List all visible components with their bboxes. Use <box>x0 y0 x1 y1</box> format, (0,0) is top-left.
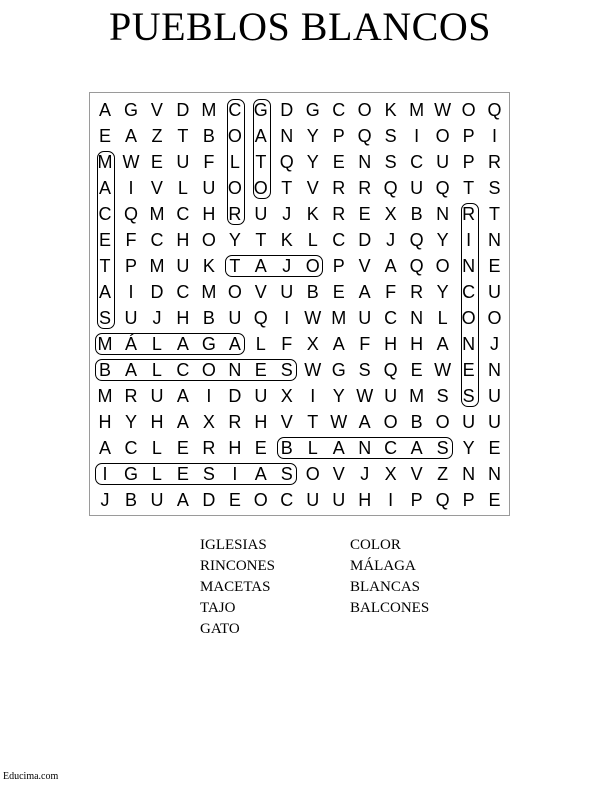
grid-letter: I <box>492 125 498 146</box>
grid-letter: I <box>206 385 212 406</box>
grid-letter: A <box>176 385 189 406</box>
grid-letter: O <box>201 229 216 250</box>
grid-letter: I <box>388 489 394 510</box>
grid-letter: T <box>255 229 267 250</box>
grid-letter: U <box>436 151 450 172</box>
grid-letter: I <box>414 125 420 146</box>
grid-letter: U <box>488 385 502 406</box>
grid-letter: A <box>384 255 397 276</box>
word-item: MÁLAGA <box>350 558 416 574</box>
grid-letter: R <box>410 281 424 302</box>
word-item: RINCONES <box>200 558 276 574</box>
grid-letter: F <box>359 333 371 354</box>
grid-letter: U <box>280 281 294 302</box>
grid-letter: B <box>410 411 423 432</box>
grid-letter: A <box>254 255 267 276</box>
grid-letter: Y <box>436 281 449 302</box>
grid-letter: C <box>228 100 242 120</box>
grid-letter: A <box>332 333 345 354</box>
grid-letter: R <box>358 177 372 198</box>
grid-letter: U <box>176 151 190 172</box>
grid-letter: U <box>488 281 502 302</box>
grid-letter: K <box>384 100 397 120</box>
grid-letter: K <box>202 255 215 276</box>
grid-letter: J <box>490 333 500 354</box>
grid-letter: C <box>280 489 294 510</box>
grid-letter: V <box>332 463 345 484</box>
grid-letter: C <box>176 359 190 380</box>
grid-letter: J <box>282 203 292 224</box>
grid-letter: N <box>228 359 242 380</box>
grid-letter: C <box>176 281 190 302</box>
grid-letter: C <box>98 203 112 224</box>
grid-letter: U <box>254 203 268 224</box>
grid-letter: E <box>150 151 163 172</box>
grid-letter: C <box>410 151 424 172</box>
grid-letter: O <box>253 489 268 510</box>
grid-letter: O <box>487 307 502 328</box>
grid-letter: U <box>124 307 138 328</box>
grid-letter: Q <box>383 177 398 198</box>
grid-letter: R <box>124 385 138 406</box>
grid-letter: P <box>462 151 475 172</box>
grid-letter: Á <box>124 333 137 354</box>
grid-letter: W <box>304 359 322 380</box>
grid-letter: D <box>358 229 372 250</box>
grid-letter: T <box>489 203 501 224</box>
grid-letter: Y <box>462 437 475 458</box>
grid-letter: N <box>488 359 502 380</box>
grid-letter: G <box>305 100 320 120</box>
grid-letter: M <box>149 255 165 276</box>
grid-letter: A <box>358 411 371 432</box>
grid-letter: O <box>305 463 320 484</box>
grid-letter: I <box>102 463 108 484</box>
grid-letter: E <box>462 359 475 380</box>
grid-letter: L <box>151 463 162 484</box>
grid-letter: A <box>98 437 111 458</box>
grid-letter: B <box>410 203 423 224</box>
grid-letter: O <box>461 307 476 328</box>
grid-letter: Z <box>437 463 449 484</box>
grid-letter: W <box>330 411 348 432</box>
word-item: MACETAS <box>200 579 271 595</box>
grid-letter: R <box>202 437 216 458</box>
grid-letter: A <box>124 359 137 380</box>
grid-letter: M <box>97 333 113 354</box>
grid-letter: U <box>150 385 164 406</box>
grid-letter: S <box>462 385 475 406</box>
grid-letter: U <box>384 385 398 406</box>
grid-letter: P <box>462 125 475 146</box>
grid-letter: H <box>384 333 398 354</box>
grid-letter: E <box>332 281 345 302</box>
grid-letter: N <box>358 437 372 458</box>
grid-letter: P <box>410 489 423 510</box>
grid-letter: O <box>227 177 242 198</box>
grid-letter: L <box>151 333 162 354</box>
grid-letter: V <box>306 177 319 198</box>
grid-letter: O <box>383 411 398 432</box>
grid-letter: E <box>98 229 111 250</box>
grid-letter: A <box>176 489 189 510</box>
grid-letter: R <box>228 203 242 224</box>
grid-letter: W <box>356 385 374 406</box>
grid-letter: O <box>227 125 242 146</box>
grid-letter: T <box>255 151 267 172</box>
grid-letter: E <box>410 359 423 380</box>
grid-letter: J <box>282 255 292 276</box>
word-item: TAJO <box>200 600 236 616</box>
grid-letter: C <box>150 229 164 250</box>
grid-letter: H <box>202 203 216 224</box>
grid-letter: E <box>254 437 267 458</box>
grid-letter: I <box>232 463 238 484</box>
grid-letter: K <box>306 203 319 224</box>
grid-letter: F <box>203 151 215 172</box>
grid-letter: M <box>149 203 165 224</box>
grid-letter: K <box>280 229 293 250</box>
grid-letter: J <box>360 463 370 484</box>
grid-letter: S <box>488 177 501 198</box>
grid-letter: E <box>176 463 189 484</box>
grid-letter: B <box>124 489 137 510</box>
grid-letter: V <box>280 411 293 432</box>
grid-letter: U <box>332 489 346 510</box>
grid-letter: S <box>384 125 397 146</box>
grid-letter: R <box>332 177 346 198</box>
grid-letter: M <box>409 100 425 120</box>
grid-letter: M <box>97 385 113 406</box>
grid-letter: O <box>435 255 450 276</box>
grid-letter: M <box>97 151 113 172</box>
grid-letter: C <box>124 437 138 458</box>
grid-letter: P <box>332 255 345 276</box>
grid-letter: L <box>151 437 162 458</box>
grid-letter: P <box>462 489 475 510</box>
grid-letter: H <box>176 307 190 328</box>
grid-letter: E <box>488 489 501 510</box>
grid-letter: E <box>332 151 345 172</box>
grid-letter: Q <box>253 307 268 328</box>
grid-letter: U <box>228 307 242 328</box>
grid-letter: S <box>384 151 397 172</box>
grid-letter: A <box>176 333 189 354</box>
grid-letter: H <box>150 411 164 432</box>
grid-letter: M <box>409 385 425 406</box>
grid-letter: V <box>358 255 371 276</box>
grid-letter: T <box>281 177 293 198</box>
grid-letter: U <box>358 307 372 328</box>
grid-letter: S <box>202 463 215 484</box>
grid-letter: E <box>98 125 111 146</box>
grid-letter: Q <box>123 203 138 224</box>
grid-letter: W <box>304 307 322 328</box>
grid-letter: E <box>488 255 501 276</box>
word-item: IGLESIAS <box>200 537 267 553</box>
grid-letter: W <box>434 359 452 380</box>
grid-letter: T <box>177 125 189 146</box>
grid-letter: Y <box>306 125 319 146</box>
grid-letter: U <box>306 489 320 510</box>
word-item: BLANCAS <box>350 579 421 595</box>
grid-letter: U <box>488 411 502 432</box>
grid-letter: R <box>462 203 476 224</box>
grid-letter: H <box>358 489 372 510</box>
grid-letter: Y <box>332 385 345 406</box>
grid-letter: F <box>125 229 137 250</box>
grid-letter: E <box>176 437 189 458</box>
grid-letter: L <box>229 151 240 172</box>
grid-letter: L <box>177 177 188 198</box>
grid-letter: D <box>150 281 164 302</box>
grid-letter: X <box>306 333 319 354</box>
grid-letter: H <box>254 411 268 432</box>
grid-letter: A <box>124 125 137 146</box>
grid-letter: M <box>201 281 217 302</box>
grid-letter: Q <box>409 229 424 250</box>
grid-letter: S <box>358 359 371 380</box>
grid-letter: V <box>410 463 423 484</box>
grid-letter: B <box>202 125 215 146</box>
grid-letter: X <box>280 385 293 406</box>
grid-letter: I <box>466 229 472 250</box>
grid-letter: U <box>410 177 424 198</box>
grid-letter: V <box>150 177 163 198</box>
grid-letter: X <box>202 411 215 432</box>
grid-letter: Y <box>436 229 449 250</box>
grid-letter: E <box>228 489 241 510</box>
grid-letter: R <box>488 151 502 172</box>
grid-letter: J <box>386 229 396 250</box>
grid-letter: O <box>461 100 476 120</box>
grid-letter: A <box>176 411 189 432</box>
grid-letter: E <box>358 203 371 224</box>
grid-letter: Q <box>383 359 398 380</box>
grid-letter: A <box>98 177 111 198</box>
grid-letter: N <box>488 229 502 250</box>
page-title: PUEBLOS BLANCOS <box>108 4 491 49</box>
grid-letter: M <box>201 100 217 120</box>
grid-letter: L <box>255 333 266 354</box>
grid-letter: S <box>98 307 111 328</box>
grid-letter: N <box>280 125 294 146</box>
grid-letter: V <box>254 281 267 302</box>
grid-letter: I <box>284 307 290 328</box>
grid-letter: L <box>437 307 448 328</box>
grid-letter: C <box>462 281 476 302</box>
grid-letter: S <box>280 463 293 484</box>
grid-letter: S <box>436 437 449 458</box>
grid-letter: I <box>128 281 134 302</box>
grid-letter: Q <box>487 100 502 120</box>
grid-letter: L <box>307 229 318 250</box>
grid-letter: R <box>228 411 242 432</box>
grid-letter: N <box>410 307 424 328</box>
grid-letter: H <box>228 437 242 458</box>
grid-letter: T <box>307 411 319 432</box>
grid-letter: W <box>122 151 140 172</box>
grid-letter: U <box>254 385 268 406</box>
grid-letter: A <box>98 281 111 302</box>
grid-letter: G <box>331 359 346 380</box>
grid-letter: V <box>150 100 163 120</box>
grid-letter: Q <box>357 125 372 146</box>
grid-letter: O <box>305 255 320 276</box>
word-item: GATO <box>200 621 240 637</box>
grid-letter: X <box>384 463 397 484</box>
grid-letter: C <box>176 203 190 224</box>
grid-letter: C <box>332 229 346 250</box>
grid-letter: Q <box>435 489 450 510</box>
grid-letter: T <box>463 177 475 198</box>
grid-letter: B <box>98 359 111 380</box>
grid-letter: B <box>280 437 293 458</box>
grid-letter: U <box>150 489 164 510</box>
grid-letter: Q <box>435 177 450 198</box>
grid-letter: A <box>254 125 267 146</box>
grid-letter: Z <box>151 125 163 146</box>
grid-letter: Q <box>279 151 294 172</box>
grid-letter: B <box>306 281 319 302</box>
grid-letter: A <box>410 437 423 458</box>
grid-letter: D <box>280 100 294 120</box>
grid-letter: H <box>98 411 112 432</box>
grid-letter: C <box>384 437 398 458</box>
grid-letter: N <box>462 333 476 354</box>
grid-letter: B <box>202 307 215 328</box>
grid-letter: H <box>176 229 190 250</box>
grid-letter: N <box>462 463 476 484</box>
grid-letter: S <box>436 385 449 406</box>
grid-letter: D <box>228 385 242 406</box>
grid-letter: A <box>98 100 111 120</box>
grid-letter: D <box>202 489 216 510</box>
grid-letter: N <box>488 463 502 484</box>
grid-letter: P <box>332 125 345 146</box>
grid-letter: F <box>281 333 293 354</box>
grid-letter: S <box>280 359 293 380</box>
grid-letter: A <box>436 333 449 354</box>
grid-letter: Y <box>124 411 137 432</box>
grid-letter: G <box>201 333 216 354</box>
grid-letter: J <box>100 489 110 510</box>
grid-letter: L <box>151 359 162 380</box>
grid-letter: J <box>152 307 162 328</box>
grid-letter: Q <box>409 255 424 276</box>
footer-credit: Educima.com <box>3 771 59 782</box>
grid-letter: U <box>202 177 216 198</box>
grid-letter: C <box>332 100 346 120</box>
grid-letter: T <box>229 255 241 276</box>
grid-letter: A <box>358 281 371 302</box>
grid-letter: O <box>435 411 450 432</box>
grid-letter: I <box>310 385 316 406</box>
grid-letter: T <box>99 255 111 276</box>
grid-letter: A <box>332 437 345 458</box>
grid-letter: W <box>434 100 452 120</box>
grid-letter: O <box>227 281 242 302</box>
grid-letter: U <box>176 255 190 276</box>
grid-letter: U <box>462 411 476 432</box>
grid-letter: N <box>436 203 450 224</box>
grid-letter: I <box>128 177 134 198</box>
grid-letter: H <box>410 333 424 354</box>
grid-letter: A <box>228 333 241 354</box>
grid-letter: E <box>488 437 501 458</box>
word-item: COLOR <box>350 537 401 553</box>
grid-letter: N <box>358 151 372 172</box>
grid-letter: X <box>384 203 397 224</box>
grid-letter: G <box>123 100 138 120</box>
grid-letter: G <box>123 463 138 484</box>
word-item: BALCONES <box>350 600 430 616</box>
grid-letter: M <box>331 307 347 328</box>
grid-letter: Y <box>228 229 241 250</box>
grid-letter: E <box>254 359 267 380</box>
grid-letter: P <box>124 255 137 276</box>
grid-letter: O <box>357 100 372 120</box>
grid-letter: L <box>307 437 318 458</box>
grid-letter: O <box>201 359 216 380</box>
grid-letter: A <box>254 463 267 484</box>
grid-letter: G <box>253 100 268 120</box>
grid-letter: R <box>332 203 346 224</box>
grid-letter: F <box>385 281 397 302</box>
grid-letter: O <box>253 177 268 198</box>
grid-letter: C <box>384 307 398 328</box>
grid-letter: O <box>435 125 450 146</box>
grid-letter: D <box>176 100 190 120</box>
grid-letter: N <box>462 255 476 276</box>
grid-letter: Y <box>306 151 319 172</box>
